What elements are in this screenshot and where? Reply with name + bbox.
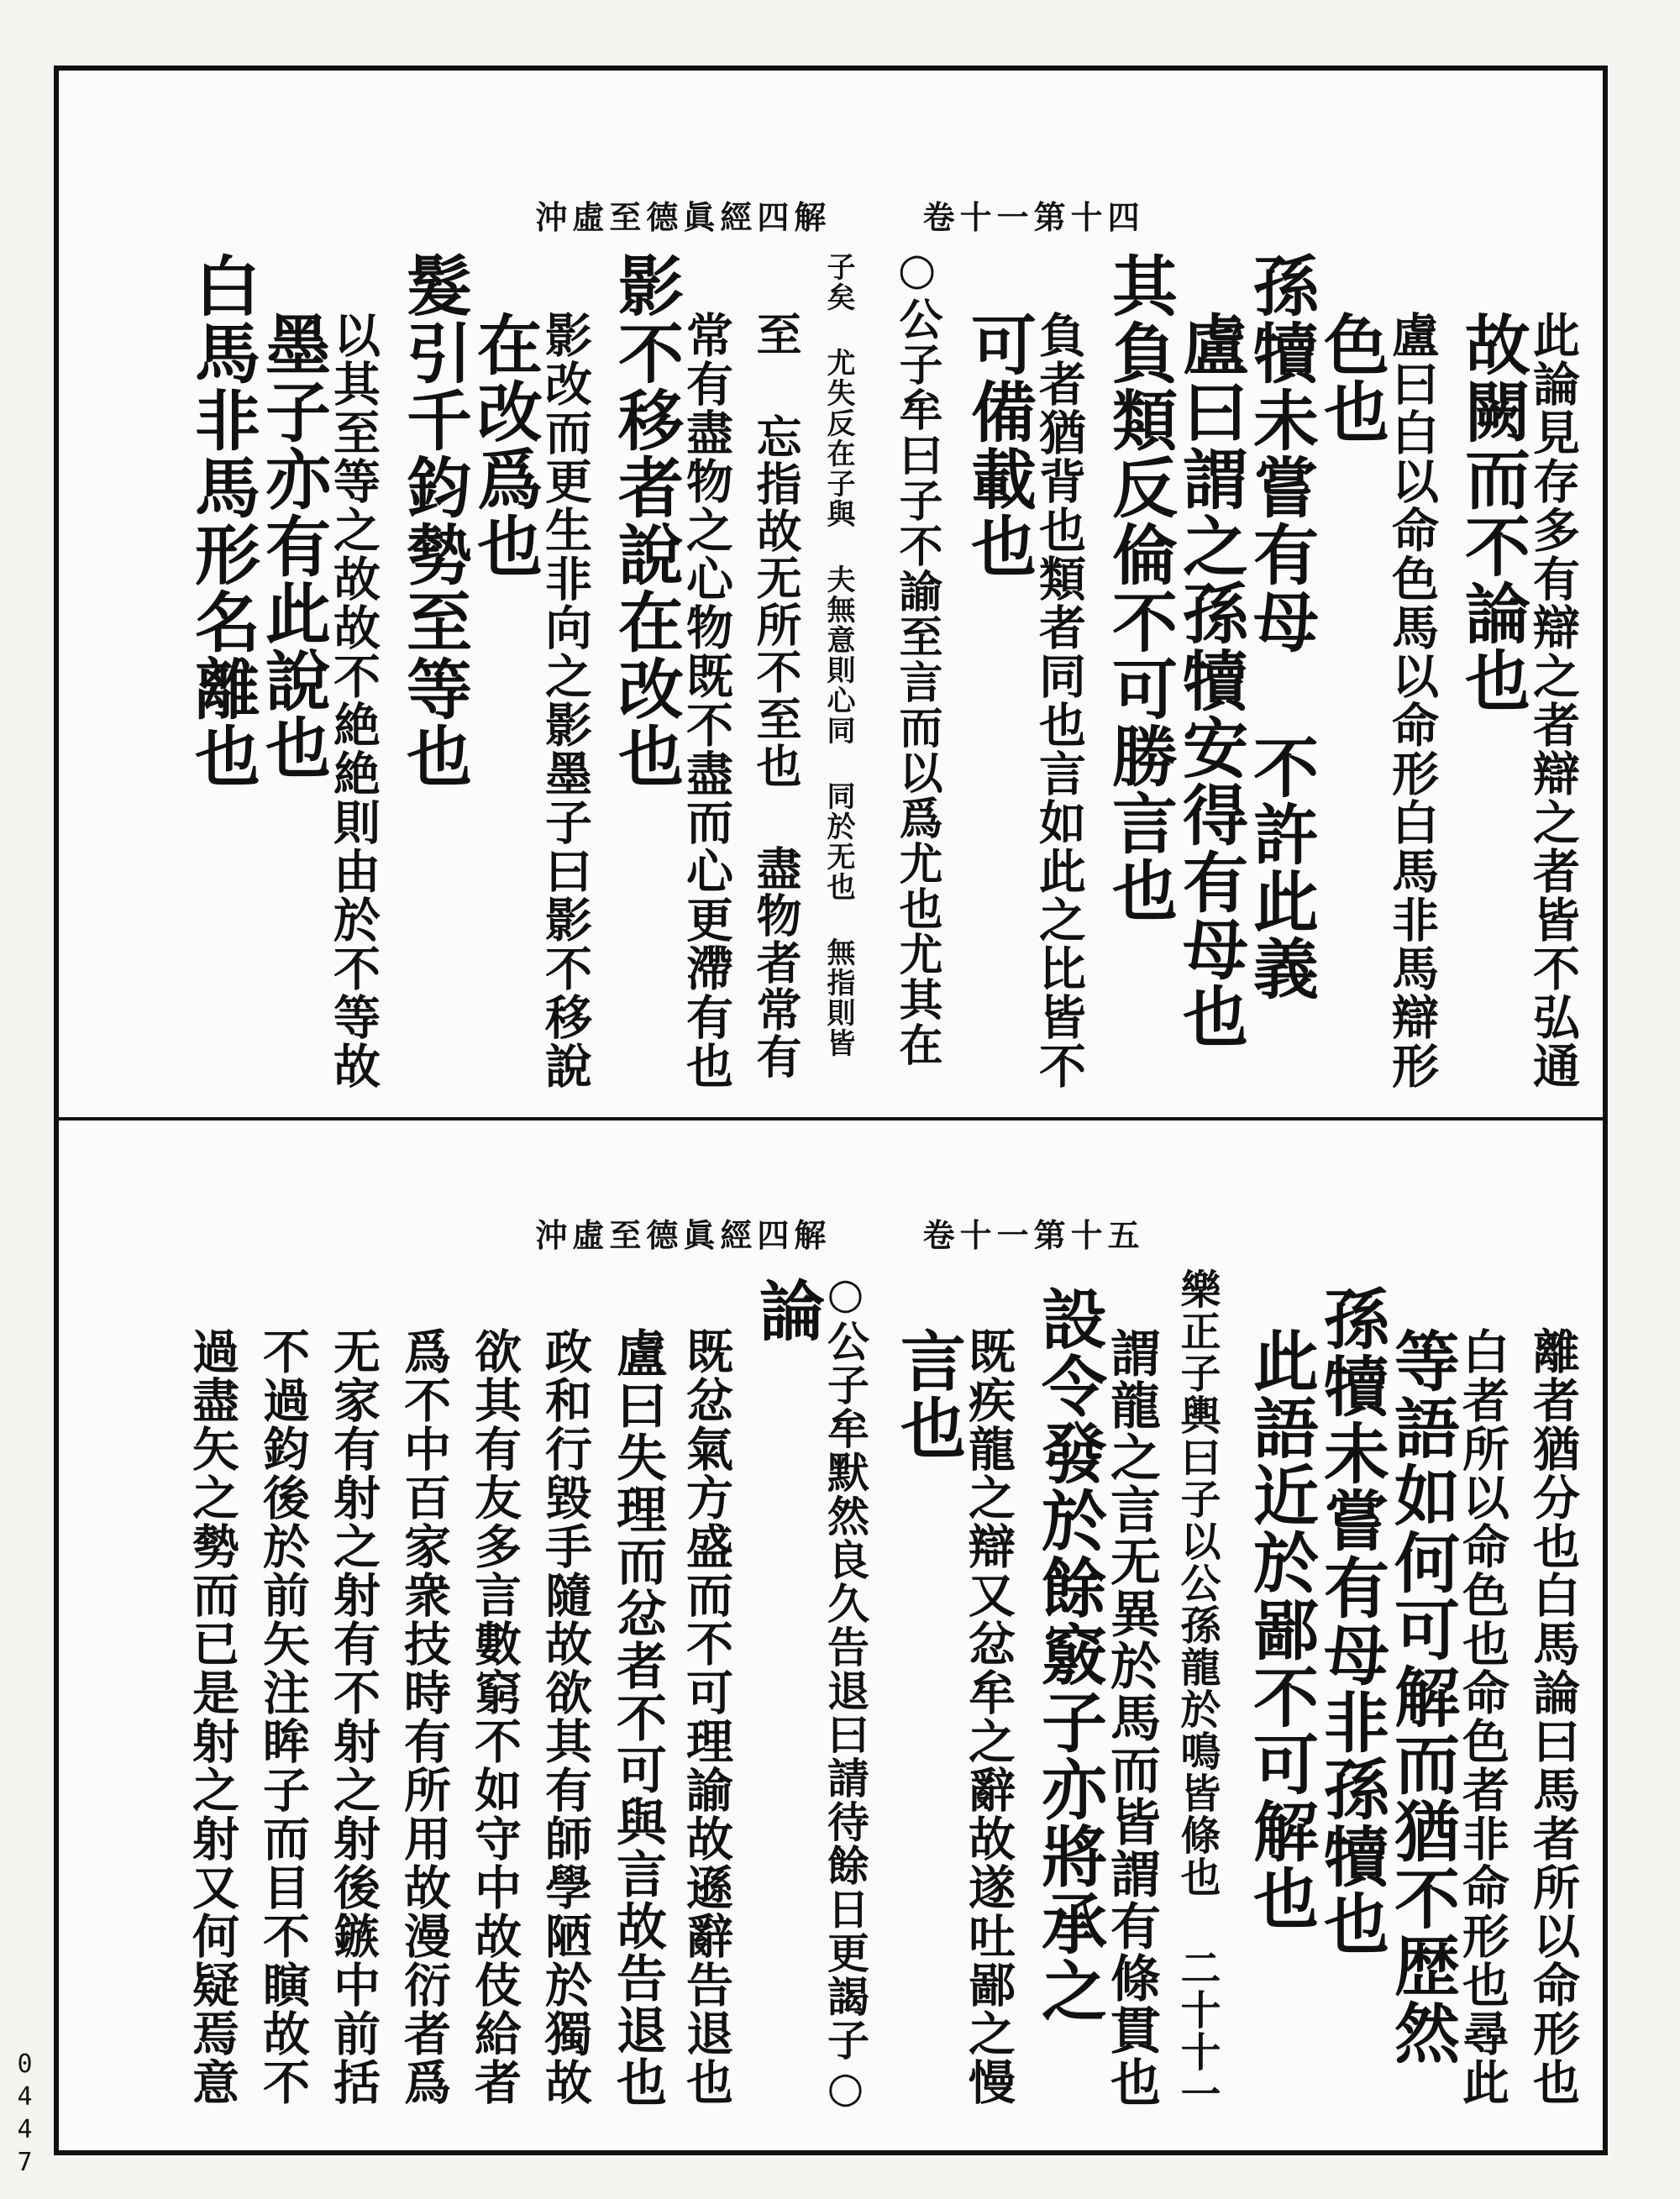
top-column-3: 盧曰白以命色馬以命形白馬非馬辯形 [1384, 311, 1440, 1090]
top-header-title: 沖虛至德眞經四解 [535, 198, 832, 236]
bottom-column-6: 樂正子輿曰子以公孫龍於鳴皆條也 二十十一 [1173, 1268, 1221, 2115]
top-column-6: 盧曰謂之孫犢安得有母也 [1172, 311, 1248, 1050]
top-column-10: ○公子牟曰子不諭至言而以爲尤也尤其在 [891, 244, 942, 1068]
top-column-13: 常有盡物之心物既不盡而心更滯有也 [679, 311, 734, 1090]
bottom-column-4: 孫犢未嘗有母非孫犢也 [1313, 1285, 1389, 1957]
bottom-header-chapter: 卷十一第十五 [922, 1216, 1145, 1254]
bottom-column-17: 爲不中百家衆技時有所用故漫衍者爲 [396, 1327, 452, 2107]
bottom-column-11: ○公子牟默然良久告退曰請待餘日更謁子○ [821, 1268, 870, 2113]
top-column-16: 在改爲也 [466, 311, 543, 580]
top-column-14: 影不移者說在改也 [607, 252, 684, 790]
bottom-column-8: 設令發於餘竅子亦將承之 [1031, 1285, 1107, 2024]
bottom-column-12: 論 [748, 1277, 825, 1344]
top-column-8: 負者猶背也類者同也言如此之比皆不 [1032, 311, 1087, 1090]
top-column-9: 可備載也 [960, 311, 1037, 580]
bottom-column-20: 過盡矢之勢而已是射之射又何疑焉意 [185, 1327, 240, 2107]
top-column-4: 色也 [1313, 311, 1389, 445]
bottom-column-13: 既忿氣方盛而不可理諭故遜辭告退也 [679, 1327, 734, 2107]
top-column-12: 至 忘指故无所不至也 盡物者常有 [749, 311, 803, 1080]
page-divider [54, 1117, 1608, 1120]
page-number: 0447 [10, 2049, 39, 2181]
bottom-column-10: 言也 [890, 1327, 966, 1462]
bottom-column-9: 既疾龍之辯又忿牟之辭故遂吐鄙之慢 [961, 1327, 1016, 2107]
top-column-5: 孫犢未嘗有母 不許此義 [1242, 252, 1319, 1002]
top-column-15: 影改而更生非向之影墨子曰影不移說 [538, 311, 593, 1090]
bottom-column-15: 政和行毀手隨故欲其有師學陋於獨故 [538, 1327, 593, 2107]
top-column-18: 以其至等之故故不絶絶則由於不等故 [326, 311, 381, 1090]
bottom-column-18: 无家有射之射有不射之射後鏃中前括 [326, 1327, 381, 2107]
bottom-column-14: 盧曰失理而忿者不可與言故告退也 [608, 1327, 667, 2108]
top-column-17: 髮引千鈞勢至等也 [396, 252, 472, 790]
top-column-20: 白馬非馬形名離也 [184, 252, 260, 790]
bottom-column-3: 等語如何可解而猶不歴然 [1383, 1327, 1460, 2066]
bottom-column-7: 謂龍之言无異於馬而皆謂有條貫也 [1102, 1327, 1161, 2108]
bottom-column-1: 離者猶分也白馬論曰馬者所以命形也 [1525, 1327, 1581, 2107]
top-column-1: 此論見存多有辯之者辯之者皆不弘通 [1525, 311, 1581, 1090]
top-header-chapter: 卷十一第十四 [922, 198, 1145, 236]
bottom-column-5: 此語近於鄙不可解也 [1242, 1327, 1319, 1932]
bottom-page-header [0, 1210, 1680, 1256]
bottom-column-19: 不過鈞後於前矢注眸子而目不瞚故不 [255, 1327, 311, 2107]
top-column-19: 墨子亦有此說也 [255, 311, 331, 781]
bottom-column-16: 欲其有友多言數窮不如守中故伎給者 [467, 1327, 522, 2107]
top-column-11: 子矣 尤失反在子與 夫無意則心同 同於无也 無指則皆 [822, 252, 855, 1058]
bottom-header-title: 沖虛至德眞經四解 [535, 1216, 832, 1254]
top-column-2: 故闕而不論也 [1454, 311, 1530, 714]
top-column-7: 其負類反倫不可勝言也 [1101, 252, 1178, 924]
top-page-header [0, 192, 1680, 238]
bottom-column-2: 白者所以命色也命色者非命形也尋此 [1455, 1327, 1510, 2107]
